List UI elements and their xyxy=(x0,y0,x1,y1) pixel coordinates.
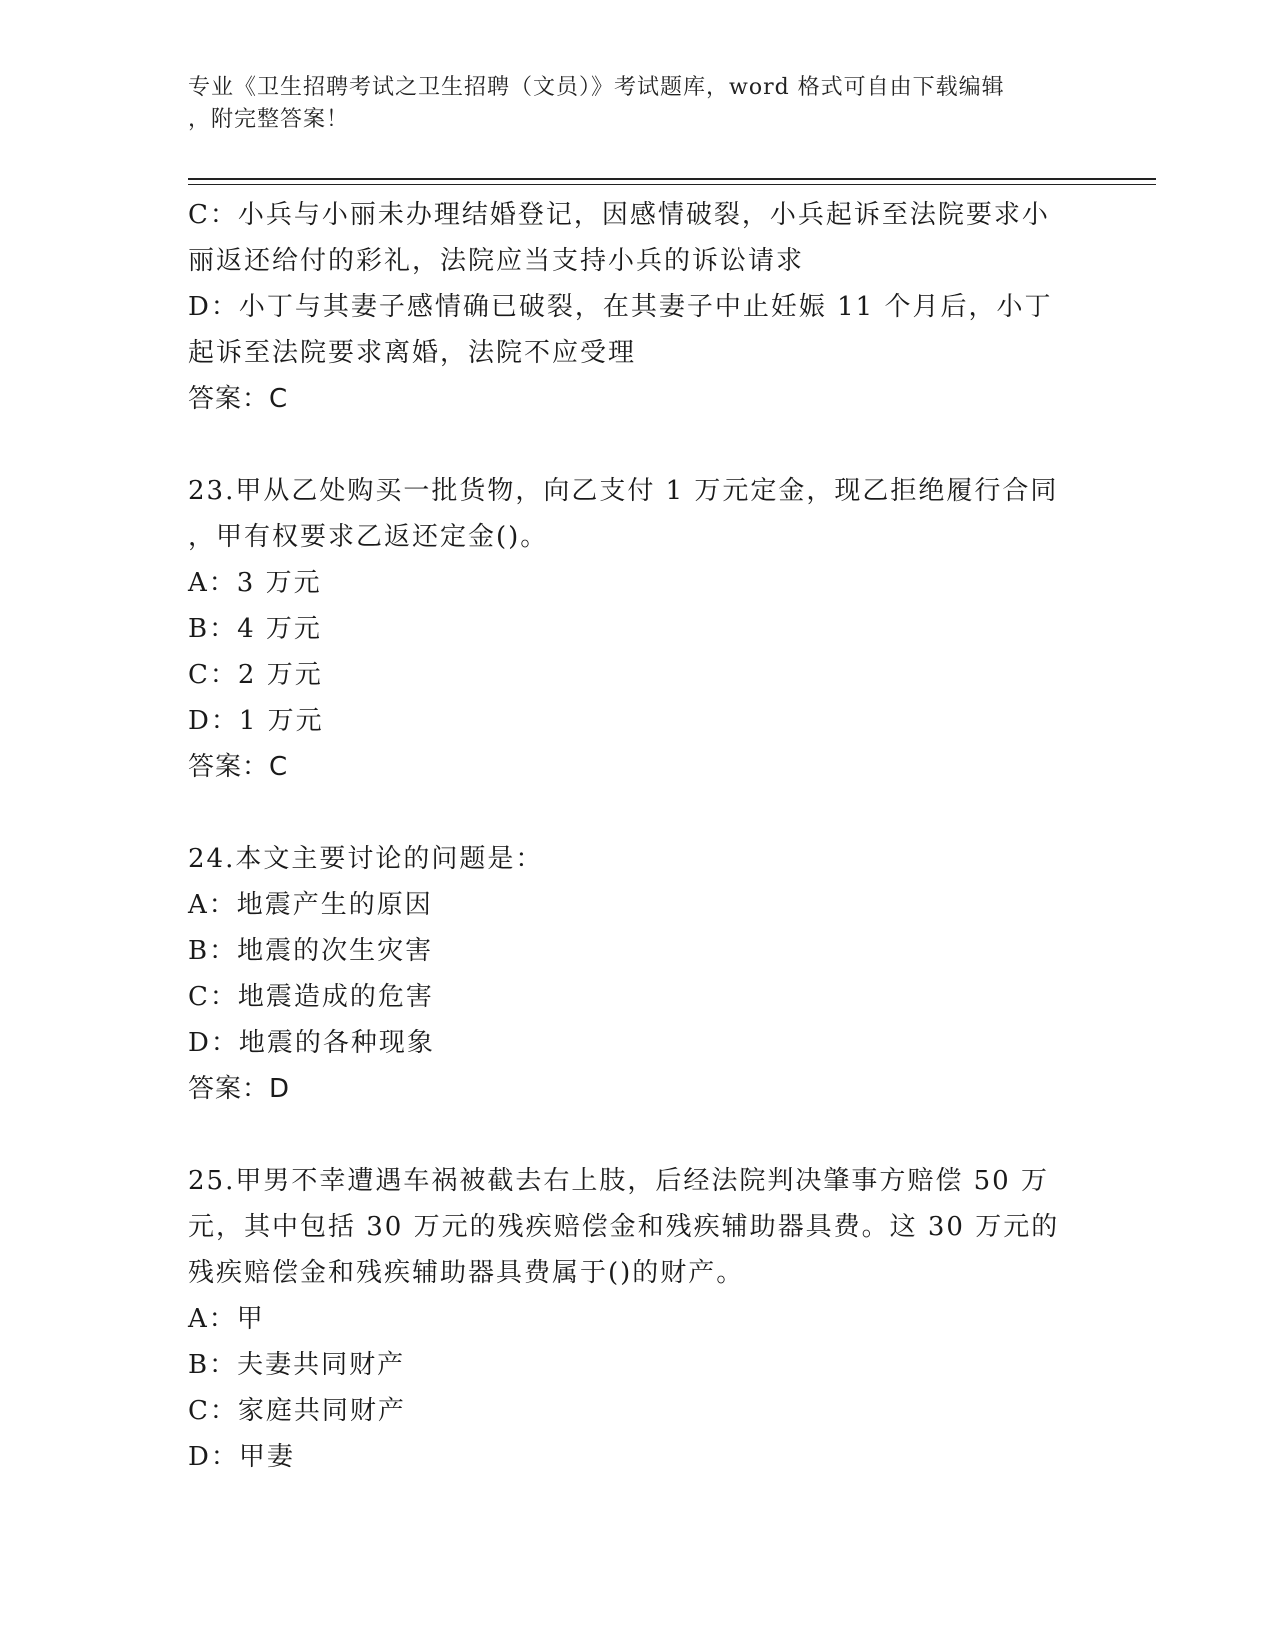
spacer xyxy=(188,422,1088,468)
header-rule-thick xyxy=(188,178,1156,180)
question-24-stem: 24.本文主要讨论的问题是： xyxy=(188,844,544,874)
question-24-option-d: D：地震的各种现象 xyxy=(188,1028,435,1058)
question-25-option-d: D：甲妻 xyxy=(188,1442,295,1472)
question-25-stem-2: 元，其中包括 30 万元的残疾赔偿金和残疾辅助器具费。这 30 万元的 xyxy=(188,1212,1060,1242)
spacer xyxy=(188,1112,1088,1158)
question-24-option-a: A：地震产生的原因 xyxy=(188,890,433,920)
option-d-line-2: 起诉至法院要求离婚，法院不应受理 xyxy=(188,338,637,368)
question-25-stem-3: 残疾赔偿金和残疾辅助器具费属于()的财产。 xyxy=(188,1258,745,1288)
question-23-option-d: D：1 万元 xyxy=(188,706,324,736)
document-header xyxy=(188,72,1088,136)
question-25-option-c: C：家庭共同财产 xyxy=(188,1396,406,1426)
question-content xyxy=(188,192,1088,1480)
question-25-stem-1: 25.甲男不幸遭遇车祸被截去右上肢，后经法院判决肇事方赔偿 50 万 xyxy=(188,1166,1049,1196)
header-rule-thin xyxy=(188,184,1156,185)
answer-22: 答案：C xyxy=(188,384,289,414)
question-23-option-b: B：4 万元 xyxy=(188,614,322,644)
question-23-option-a: A：3 万元 xyxy=(188,568,322,598)
question-25-option-a: A：甲 xyxy=(188,1304,265,1334)
question-24-option-b: B：地震的次生灾害 xyxy=(188,936,434,966)
question-24-option-c: C：地震造成的危害 xyxy=(188,982,434,1012)
option-c-line-2: 丽返还给付的彩礼，法院应当支持小兵的诉讼请求 xyxy=(188,246,805,276)
question-23-stem-2: ，甲有权要求乙返还定金()。 xyxy=(188,522,549,552)
header-line-2: ，附完整答案！ xyxy=(188,107,350,132)
question-23-stem-1: 23.甲从乙处购买一批货物，向乙支付 1 万元定金，现乙拒绝履行合同 xyxy=(188,476,1059,506)
question-25-option-b: B：夫妻共同财产 xyxy=(188,1350,406,1380)
question-23-option-c: C：2 万元 xyxy=(188,660,323,690)
header-line-1: 专业《卫生招聘考试之卫生招聘（文员）》考试题库，word 格式可自由下载编辑 xyxy=(188,75,1005,100)
answer-24: 答案：D xyxy=(188,1074,291,1104)
answer-23: 答案：C xyxy=(188,752,289,782)
spacer xyxy=(188,790,1088,836)
option-d-line-1: D：小丁与其妻子感情确已破裂，在其妻子中止妊娠 11 个月后，小丁 xyxy=(188,292,1053,322)
option-c-line-1: C：小兵与小丽未办理结婚登记，因感情破裂，小兵起诉至法院要求小 xyxy=(188,200,1050,230)
